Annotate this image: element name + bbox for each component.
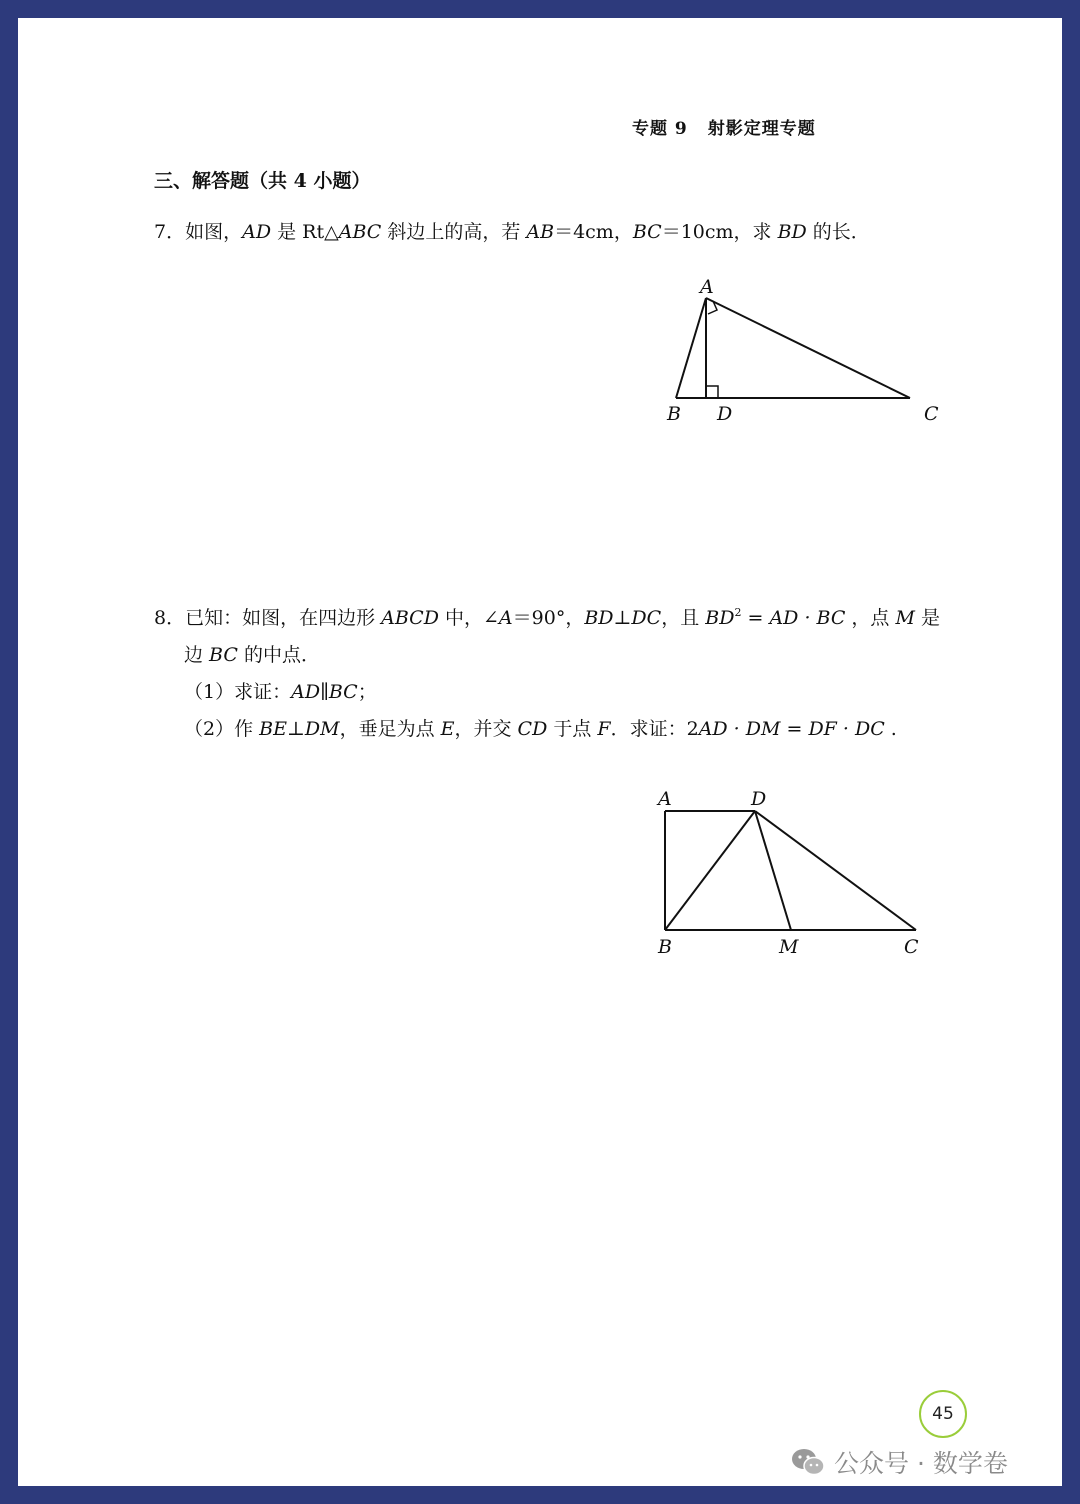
topic-title: 射影定理专题 xyxy=(707,119,816,139)
question-7: 7．如图，AD 是 Rt△ABC 斜边上的高，若 AB＝4cm，BC＝10cm，求 BD 的长． xyxy=(154,221,870,243)
question-8-line-1: 8．已知：如图，在四边形 ABCD 中，∠A＝90°，BD⊥DC，且 $BD^2$ = AD · BC ，点 M 是 xyxy=(154,606,940,629)
segment-ab xyxy=(676,298,706,398)
figure-q8 xyxy=(638,788,958,978)
label-c: C xyxy=(924,403,939,425)
label-b: B xyxy=(658,936,672,958)
question-8-part-1: （1）求证：AD∥BC； xyxy=(184,681,377,703)
label-a: A xyxy=(700,276,714,298)
page-header xyxy=(632,114,816,139)
segment-dc xyxy=(755,811,916,930)
question-8-line-2: 边 BC 的中点． xyxy=(184,644,320,666)
page-number-badge xyxy=(919,1390,967,1438)
segment-ac xyxy=(706,298,910,398)
question-8-part-2: （2）作 BE⊥DM，垂足为点 E，并交 CD 于点 F．求证：2AD · DM = DF · DC . xyxy=(184,718,897,740)
watermark xyxy=(790,1444,1008,1480)
segment-dm xyxy=(755,811,791,930)
section-title: 三、解答题（共 4 小题） xyxy=(154,170,371,192)
topic-number: 专题 9 xyxy=(632,119,688,139)
right-angle-mark-d xyxy=(706,386,718,398)
figure-q7 xyxy=(638,258,958,438)
watermark-text: 公众号 · 数学卷 xyxy=(834,1449,1008,1478)
page xyxy=(18,18,1062,1486)
page-number: 45 xyxy=(932,1404,954,1424)
label-m: M xyxy=(779,936,799,958)
wechat-icon xyxy=(790,1447,826,1477)
segment-bd xyxy=(665,811,755,930)
label-d: D xyxy=(751,788,767,810)
label-c: C xyxy=(904,936,919,958)
label-d: D xyxy=(717,403,733,425)
label-b: B xyxy=(667,403,681,425)
label-a: A xyxy=(658,788,672,810)
